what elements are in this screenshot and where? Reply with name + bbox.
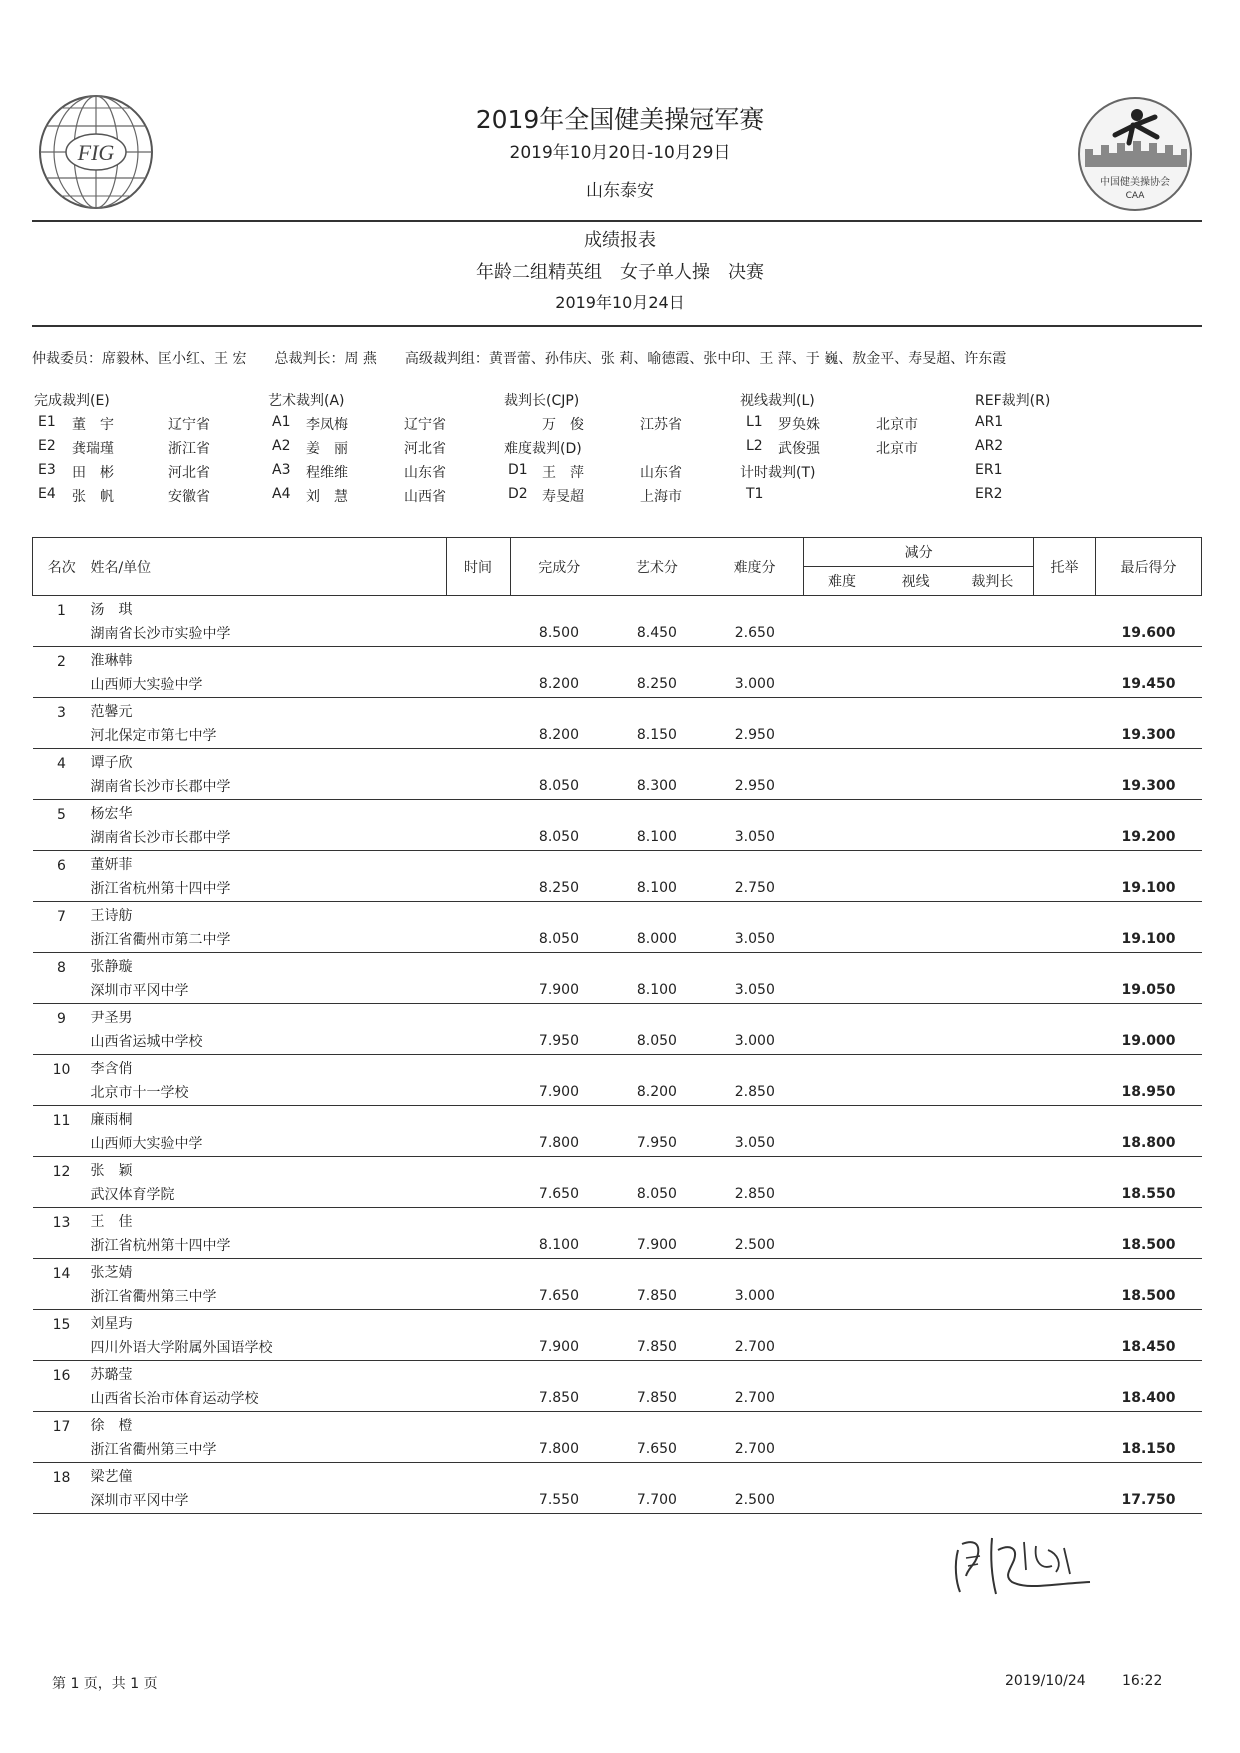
judge-name: 田 彬 bbox=[72, 465, 114, 481]
artistic-score: 7.900 bbox=[608, 1231, 706, 1259]
judge-code: L2 bbox=[746, 438, 763, 454]
header-deductions: 减分 bbox=[804, 538, 1034, 567]
panel-row bbox=[504, 462, 714, 486]
final-score: 18.500 bbox=[1095, 1231, 1201, 1259]
execution-score: 7.900 bbox=[510, 976, 608, 1004]
athlete-name: 张静璇 bbox=[90, 959, 133, 975]
athlete-unit: 山西师大实验中学 bbox=[90, 670, 446, 698]
difficulty-score: 2.700 bbox=[706, 1384, 804, 1412]
difficulty-score: 2.850 bbox=[706, 1180, 804, 1208]
artistic-score: 8.250 bbox=[608, 670, 706, 698]
judge-name: 李凤梅 bbox=[306, 417, 348, 433]
final-score: 18.550 bbox=[1095, 1180, 1201, 1208]
artistic-score: 8.050 bbox=[608, 1027, 706, 1055]
rank-cell: 10 bbox=[52, 1062, 71, 1078]
judge-code: D1 bbox=[508, 462, 528, 478]
judge-code: AR2 bbox=[975, 438, 1004, 454]
final-score: 19.050 bbox=[1095, 976, 1201, 1004]
rank-cell: 5 bbox=[57, 807, 66, 823]
header-execution: 完成分 bbox=[510, 538, 608, 596]
table-row bbox=[33, 1259, 1202, 1283]
judge-region: 河北省 bbox=[168, 465, 210, 481]
athlete-unit: 湖南省长沙市长郡中学 bbox=[90, 772, 446, 800]
judge-region: 辽宁省 bbox=[168, 417, 210, 433]
final-score: 18.450 bbox=[1095, 1333, 1201, 1361]
caa-logo-text: 中国健美操协会 bbox=[1100, 177, 1170, 188]
execution-score: 7.550 bbox=[510, 1486, 608, 1514]
rank-cell: 14 bbox=[52, 1266, 71, 1282]
judge-region: 上海市 bbox=[640, 489, 682, 505]
table-row bbox=[33, 596, 1202, 620]
artistic-score: 8.000 bbox=[608, 925, 706, 953]
judge-code: L1 bbox=[746, 414, 763, 430]
judge-region: 河北省 bbox=[404, 441, 446, 457]
officials-line: 仲裁委员：席毅林、匡小红、王 宏 总裁判长：周 燕 高级裁判组：黄晋蕾、孙伟庆、张 莉、喻德霞、张中印、王 萍、于 巍、敖金平、寿旻超、许东霞 bbox=[32, 351, 1007, 367]
judge-region: 江苏省 bbox=[640, 417, 682, 433]
panel-row bbox=[740, 414, 950, 438]
panel-row bbox=[34, 438, 244, 462]
judge-code: E1 bbox=[38, 414, 56, 430]
athlete-unit: 山西省运城中学校 bbox=[90, 1027, 446, 1055]
rank-cell: 15 bbox=[52, 1317, 71, 1333]
judge-code: T1 bbox=[746, 486, 764, 502]
artistic-score: 7.700 bbox=[608, 1486, 706, 1514]
table-row-scores bbox=[33, 1231, 1202, 1259]
table-row bbox=[33, 1157, 1202, 1181]
execution-score: 8.200 bbox=[510, 721, 608, 749]
table-row-scores bbox=[33, 721, 1202, 749]
final-score: 19.200 bbox=[1095, 823, 1201, 851]
artistic-score: 7.850 bbox=[608, 1282, 706, 1310]
header-final: 最后得分 bbox=[1095, 538, 1201, 596]
judge-name: 董 宇 bbox=[72, 417, 114, 433]
final-score: 17.750 bbox=[1095, 1486, 1201, 1514]
judge-name: 姜 丽 bbox=[306, 441, 348, 457]
athlete-name: 张 颖 bbox=[90, 1163, 133, 1179]
table-row bbox=[33, 1004, 1202, 1028]
artistic-score: 8.200 bbox=[608, 1078, 706, 1106]
athlete-unit: 深圳市平冈中学 bbox=[90, 976, 446, 1004]
table-row bbox=[33, 647, 1202, 671]
judge-name: 寿旻超 bbox=[542, 489, 584, 505]
table-row-scores bbox=[33, 772, 1202, 800]
table-row bbox=[33, 902, 1202, 926]
judge-code: E3 bbox=[38, 462, 56, 478]
table-row-scores bbox=[33, 874, 1202, 902]
athlete-name: 董妍菲 bbox=[90, 857, 133, 873]
table-row-scores bbox=[33, 1435, 1202, 1463]
athlete-name: 尹圣男 bbox=[90, 1010, 133, 1026]
rank-cell: 6 bbox=[57, 858, 66, 874]
table-row bbox=[33, 1055, 1202, 1079]
table-row-scores bbox=[33, 1027, 1202, 1055]
difficulty-score: 3.000 bbox=[706, 1027, 804, 1055]
final-score: 19.600 bbox=[1095, 619, 1201, 647]
difficulty-score: 2.650 bbox=[706, 619, 804, 647]
results-table bbox=[32, 537, 1202, 1514]
athlete-unit: 浙江省衢州第三中学 bbox=[90, 1282, 446, 1310]
athlete-name: 苏璐莹 bbox=[90, 1367, 133, 1383]
execution-score: 8.200 bbox=[510, 670, 608, 698]
athlete-name: 杨宏华 bbox=[90, 806, 133, 822]
difficulty-panel-header: 难度裁判(D) bbox=[504, 441, 582, 457]
artistic-score: 8.100 bbox=[608, 976, 706, 1004]
ref-panel-header: REF裁判(R) bbox=[975, 393, 1051, 409]
panel-row bbox=[975, 462, 1125, 486]
table-row-scores bbox=[33, 1180, 1202, 1208]
athlete-unit: 山西省长治市体育运动学校 bbox=[90, 1384, 446, 1412]
table-row-scores bbox=[33, 670, 1202, 698]
panel-row bbox=[34, 462, 244, 486]
header-rank: 名次 bbox=[33, 538, 91, 596]
header-lift: 托举 bbox=[1034, 538, 1096, 596]
athlete-name: 淮琳韩 bbox=[90, 653, 133, 669]
execution-score: 8.500 bbox=[510, 619, 608, 647]
athlete-unit: 湖南省长沙市实验中学 bbox=[90, 619, 446, 647]
panel-row bbox=[34, 486, 244, 510]
rank-cell: 2 bbox=[57, 654, 66, 670]
artistic-panel bbox=[268, 390, 478, 510]
judge-name: 刘 慧 bbox=[306, 489, 348, 505]
panel-row bbox=[504, 414, 714, 438]
execution-score: 7.650 bbox=[510, 1282, 608, 1310]
athlete-name: 王诗舫 bbox=[90, 908, 133, 924]
rank-cell: 18 bbox=[52, 1470, 71, 1486]
table-row bbox=[33, 800, 1202, 824]
difficulty-score: 2.500 bbox=[706, 1231, 804, 1259]
athlete-name: 王 佳 bbox=[90, 1214, 133, 1230]
difficulty-score: 3.000 bbox=[706, 1282, 804, 1310]
table-row bbox=[33, 698, 1202, 722]
table-row bbox=[33, 1463, 1202, 1487]
artistic-score: 7.950 bbox=[608, 1129, 706, 1157]
header-name: 姓名/单位 bbox=[90, 538, 446, 596]
athlete-unit: 北京市十一学校 bbox=[90, 1078, 446, 1106]
panel-row bbox=[740, 438, 950, 462]
athlete-unit: 山西师大实验中学 bbox=[90, 1129, 446, 1157]
rank-cell: 4 bbox=[57, 756, 66, 772]
athlete-name: 李含俏 bbox=[90, 1061, 133, 1077]
athlete-unit: 四川外语大学附属外国语学校 bbox=[90, 1333, 446, 1361]
header-difficulty: 难度分 bbox=[706, 538, 804, 596]
judge-name: 王 萍 bbox=[542, 465, 584, 481]
artistic-score: 8.050 bbox=[608, 1180, 706, 1208]
ref-panel bbox=[975, 390, 1125, 510]
judge-name: 龚瑞瑾 bbox=[72, 441, 114, 457]
judge-name: 程维维 bbox=[306, 465, 348, 481]
rank-cell: 9 bbox=[57, 1011, 66, 1027]
final-score: 19.300 bbox=[1095, 772, 1201, 800]
final-score: 18.800 bbox=[1095, 1129, 1201, 1157]
table-row bbox=[33, 749, 1202, 773]
footer-page-info: 第 1 页，共 1 页 bbox=[52, 1676, 158, 1692]
difficulty-score: 3.050 bbox=[706, 823, 804, 851]
rank-cell: 7 bbox=[57, 909, 66, 925]
line-panel bbox=[740, 390, 950, 510]
table-row-scores bbox=[33, 823, 1202, 851]
difficulty-score: 3.050 bbox=[706, 976, 804, 1004]
athlete-unit: 浙江省杭州第十四中学 bbox=[90, 1231, 446, 1259]
panel-row bbox=[268, 462, 478, 486]
execution-score: 7.850 bbox=[510, 1384, 608, 1412]
final-score: 19.300 bbox=[1095, 721, 1201, 749]
table-row bbox=[33, 1208, 1202, 1232]
judge-name: 武俊强 bbox=[778, 441, 820, 457]
difficulty-score: 3.050 bbox=[706, 1129, 804, 1157]
athlete-unit: 河北保定市第七中学 bbox=[90, 721, 446, 749]
table-row bbox=[33, 953, 1202, 977]
difficulty-score: 2.750 bbox=[706, 874, 804, 902]
signature bbox=[940, 1520, 1100, 1600]
athlete-name: 谭子欣 bbox=[90, 755, 133, 771]
table-row-scores bbox=[33, 619, 1202, 647]
judge-code: A4 bbox=[272, 486, 291, 502]
artistic-score: 8.100 bbox=[608, 874, 706, 902]
footer-time: 16:22 bbox=[1122, 1673, 1163, 1689]
rank-cell: 11 bbox=[52, 1113, 71, 1129]
rank-cell: 17 bbox=[52, 1419, 71, 1435]
table-row-scores bbox=[33, 1486, 1202, 1514]
athlete-name: 刘星玙 bbox=[90, 1316, 133, 1332]
judge-region: 北京市 bbox=[876, 417, 918, 433]
athlete-unit: 浙江省衢州市第二中学 bbox=[90, 925, 446, 953]
report-date: 2019年10月24日 bbox=[555, 293, 685, 312]
judge-region: 山东省 bbox=[640, 465, 682, 481]
judge-name: 张 帆 bbox=[72, 489, 114, 505]
difficulty-score: 2.500 bbox=[706, 1486, 804, 1514]
athlete-name: 范馨元 bbox=[90, 704, 133, 720]
difficulty-score: 3.000 bbox=[706, 670, 804, 698]
athlete-name: 梁艺僮 bbox=[90, 1469, 133, 1485]
difficulty-score: 2.700 bbox=[706, 1435, 804, 1463]
athlete-name: 廉雨桐 bbox=[90, 1112, 133, 1128]
execution-panel bbox=[34, 390, 244, 510]
caa-logo-subtext: CAA bbox=[1125, 191, 1145, 201]
athlete-unit: 深圳市平冈中学 bbox=[90, 1486, 446, 1514]
table-row-scores bbox=[33, 1078, 1202, 1106]
panel-row bbox=[740, 486, 950, 510]
judge-region: 北京市 bbox=[876, 441, 918, 457]
report-divider bbox=[32, 325, 1202, 327]
artistic-score: 8.150 bbox=[608, 721, 706, 749]
final-score: 19.100 bbox=[1095, 925, 1201, 953]
execution-score: 7.800 bbox=[510, 1435, 608, 1463]
judge-code: D2 bbox=[508, 486, 528, 502]
final-score: 19.100 bbox=[1095, 874, 1201, 902]
header-time: 时间 bbox=[446, 538, 510, 596]
judge-code: E4 bbox=[38, 486, 56, 502]
execution-score: 8.050 bbox=[510, 823, 608, 851]
athlete-unit: 武汉体育学院 bbox=[90, 1180, 446, 1208]
rank-cell: 8 bbox=[57, 960, 66, 976]
final-score: 18.400 bbox=[1095, 1384, 1201, 1412]
athlete-name: 张芝婧 bbox=[90, 1265, 133, 1281]
judge-region: 辽宁省 bbox=[404, 417, 446, 433]
panel-row bbox=[268, 438, 478, 462]
judge-region: 安徽省 bbox=[168, 489, 210, 505]
table-row-scores bbox=[33, 976, 1202, 1004]
header-ded-difficulty: 难度 bbox=[804, 567, 880, 596]
rank-cell: 3 bbox=[57, 705, 66, 721]
panel-row bbox=[975, 414, 1125, 438]
rank-cell: 16 bbox=[52, 1368, 71, 1384]
judge-code: A3 bbox=[272, 462, 291, 478]
artistic-score: 8.450 bbox=[608, 619, 706, 647]
final-score: 19.450 bbox=[1095, 670, 1201, 698]
athlete-name: 汤 琪 bbox=[90, 602, 133, 618]
table-row bbox=[33, 851, 1202, 875]
final-score: 18.500 bbox=[1095, 1282, 1201, 1310]
artistic-score: 7.650 bbox=[608, 1435, 706, 1463]
execution-panel-header: 完成裁判(E) bbox=[34, 393, 110, 409]
difficulty-score: 2.950 bbox=[706, 772, 804, 800]
competition-venue: 山东泰安 bbox=[586, 181, 654, 201]
table-row bbox=[33, 1361, 1202, 1385]
table-row-scores bbox=[33, 925, 1202, 953]
time-panel-header: 计时裁判(T) bbox=[740, 465, 816, 481]
header-ded-line: 视线 bbox=[880, 567, 952, 596]
judge-name: 万 俊 bbox=[542, 417, 584, 433]
cjp-panel-header: 裁判长(CJP) bbox=[504, 393, 580, 409]
judge-code: A1 bbox=[272, 414, 291, 430]
panel-row bbox=[34, 414, 244, 438]
difficulty-score: 2.850 bbox=[706, 1078, 804, 1106]
line-panel-header: 视线裁判(L) bbox=[740, 393, 815, 409]
difficulty-score: 3.050 bbox=[706, 925, 804, 953]
final-score: 18.950 bbox=[1095, 1078, 1201, 1106]
header-divider bbox=[32, 220, 1202, 222]
execution-score: 7.950 bbox=[510, 1027, 608, 1055]
table-row-scores bbox=[33, 1384, 1202, 1412]
panel-row bbox=[975, 438, 1125, 462]
judge-code: A2 bbox=[272, 438, 291, 454]
judge-code: ER2 bbox=[975, 486, 1003, 502]
rank-cell: 12 bbox=[52, 1164, 71, 1180]
header-artistic: 艺术分 bbox=[608, 538, 706, 596]
panel-row bbox=[975, 486, 1125, 510]
panel-row bbox=[268, 486, 478, 510]
artistic-score: 7.850 bbox=[608, 1333, 706, 1361]
table-row bbox=[33, 1106, 1202, 1130]
judge-region: 山东省 bbox=[404, 465, 446, 481]
difficulty-score: 2.700 bbox=[706, 1333, 804, 1361]
competition-title: 2019年全国健美操冠军赛 bbox=[475, 105, 765, 134]
execution-score: 7.900 bbox=[510, 1333, 608, 1361]
athlete-unit: 湖南省长沙市长郡中学 bbox=[90, 823, 446, 851]
artistic-score: 7.850 bbox=[608, 1384, 706, 1412]
footer-date: 2019/10/24 bbox=[1005, 1673, 1086, 1689]
judge-code: ER1 bbox=[975, 462, 1003, 478]
execution-score: 8.100 bbox=[510, 1231, 608, 1259]
table-row bbox=[33, 1412, 1202, 1436]
fig-logo-text: FIG bbox=[77, 140, 115, 165]
report-event: 年龄二组精英组 女子单人操 决赛 bbox=[476, 262, 764, 283]
final-score: 19.000 bbox=[1095, 1027, 1201, 1055]
execution-score: 8.250 bbox=[510, 874, 608, 902]
table-row-scores bbox=[33, 1129, 1202, 1157]
execution-score: 7.900 bbox=[510, 1078, 608, 1106]
judge-code: AR1 bbox=[975, 414, 1004, 430]
panel-row bbox=[268, 414, 478, 438]
judge-region: 山西省 bbox=[404, 489, 446, 505]
athlete-unit: 浙江省衢州第三中学 bbox=[90, 1435, 446, 1463]
report-title: 成绩报表 bbox=[584, 230, 656, 251]
athlete-name: 徐 橙 bbox=[90, 1418, 133, 1434]
difficulty-score: 2.950 bbox=[706, 721, 804, 749]
rank-cell: 13 bbox=[52, 1215, 71, 1231]
judge-name: 罗奂姝 bbox=[778, 417, 820, 433]
artistic-score: 8.100 bbox=[608, 823, 706, 851]
judge-code: E2 bbox=[38, 438, 56, 454]
execution-score: 8.050 bbox=[510, 925, 608, 953]
execution-score: 7.650 bbox=[510, 1180, 608, 1208]
table-row bbox=[33, 1310, 1202, 1334]
rank-cell: 1 bbox=[57, 603, 66, 619]
panel-row bbox=[504, 486, 714, 510]
header-ded-cjp: 裁判长 bbox=[952, 567, 1034, 596]
competition-dates: 2019年10月20日-10月29日 bbox=[509, 143, 731, 163]
athlete-unit: 浙江省杭州第十四中学 bbox=[90, 874, 446, 902]
artistic-score: 8.300 bbox=[608, 772, 706, 800]
execution-score: 8.050 bbox=[510, 772, 608, 800]
artistic-panel-header: 艺术裁判(A) bbox=[268, 393, 345, 409]
judge-region: 浙江省 bbox=[168, 441, 210, 457]
execution-score: 7.800 bbox=[510, 1129, 608, 1157]
table-row-scores bbox=[33, 1333, 1202, 1361]
table-row-scores bbox=[33, 1282, 1202, 1310]
final-score: 18.150 bbox=[1095, 1435, 1201, 1463]
cjp-panel bbox=[504, 390, 714, 510]
